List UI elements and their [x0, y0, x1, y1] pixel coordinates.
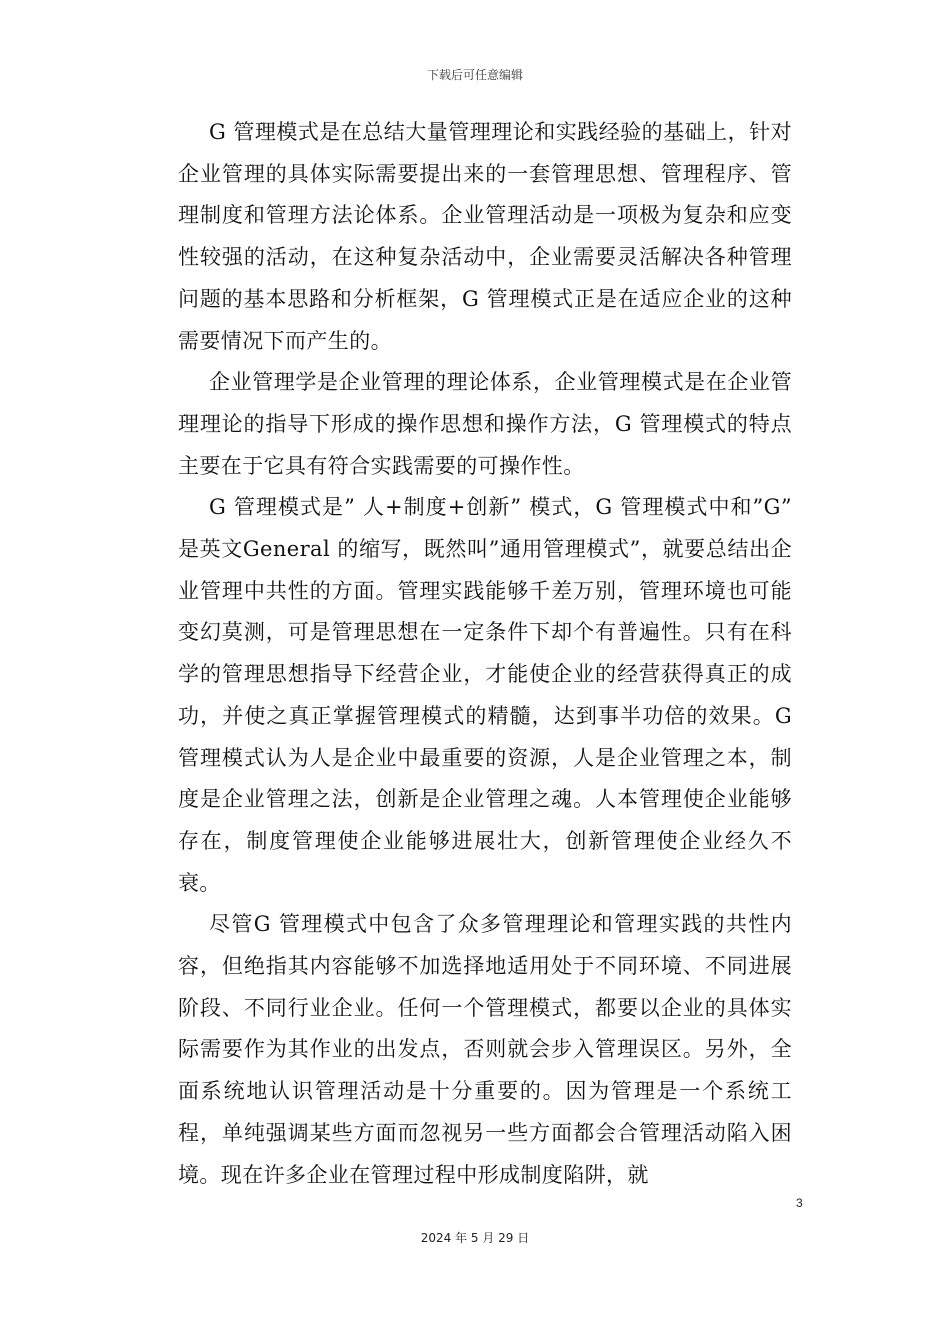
paragraph: G 管理模式是在总结大量管理理论和实践经验的基础上，针对企业管理的具体实际需要提出来的一套管理思想、管理程序、管理制度和管理方法论体系。企业管理活动是一项极为复杂和应变性较强的活动，在这种复杂活动中，企业需要灵活解决各种管理问题的基本思路和分析框架，G 管理模式正是在适应企业的这种需要情况下而产生的。	[178, 120, 792, 353]
page-header: 下载后可任意编辑	[426, 68, 523, 82]
paragraph: G 管理模式是” 人+制度+创新” 模式，G 管理模式中和”G” 是英文General 的缩写，既然叫”通用管理模式”，就要总结出企业管理中共性的方面。管理实践能够千差万别，管理环境也可能变幻莫测，可是管理思想在一定条件下却个有普遍性。只有在科学的管理思想指导下经营企业，才能使企业的经营获得真正的成功，并使之真正掌握管理模式的精髓，达到事半功倍的效果。G 管理模式认为人是企业中最重要的资源，人是企业管理之本，制度是企业管理之法，创新是企业管理之魂。人本管理使企业能够存在，制度管理使企业能够进展壮大，创新管理使企业经久不衰。	[178, 495, 792, 895]
paragraph: 企业管理学是企业管理的理论体系，企业管理模式是在企业管理理论的指导下形成的操作思想和操作方法，G 管理模式的特点主要在于它具有符合实践需要的可操作性。	[178, 370, 792, 478]
paragraph: 尽管G 管理模式中包含了众多管理理论和管理实践的共性内容，但绝指其内容能够不加选择地适用处于不同环境、不同进展阶段、不同行业企业。任何一个管理模式，都要以企业的具体实际需要作为其作业的出发点，否则就会步入管理误区。另外，全面系统地认识管理活动是十分重要的。因为管理是一个系统工程，单纯强调某些方面而忽视另一些方面都会合管理活动陷入困境。现在许多企业在管理过程中形成制度陷阱，就	[178, 912, 792, 1187]
page-footer-date: 2024 年 5 月 29 日	[420, 1231, 530, 1245]
document-body	[178, 112, 792, 1196]
page-number: 3	[796, 1196, 803, 1210]
